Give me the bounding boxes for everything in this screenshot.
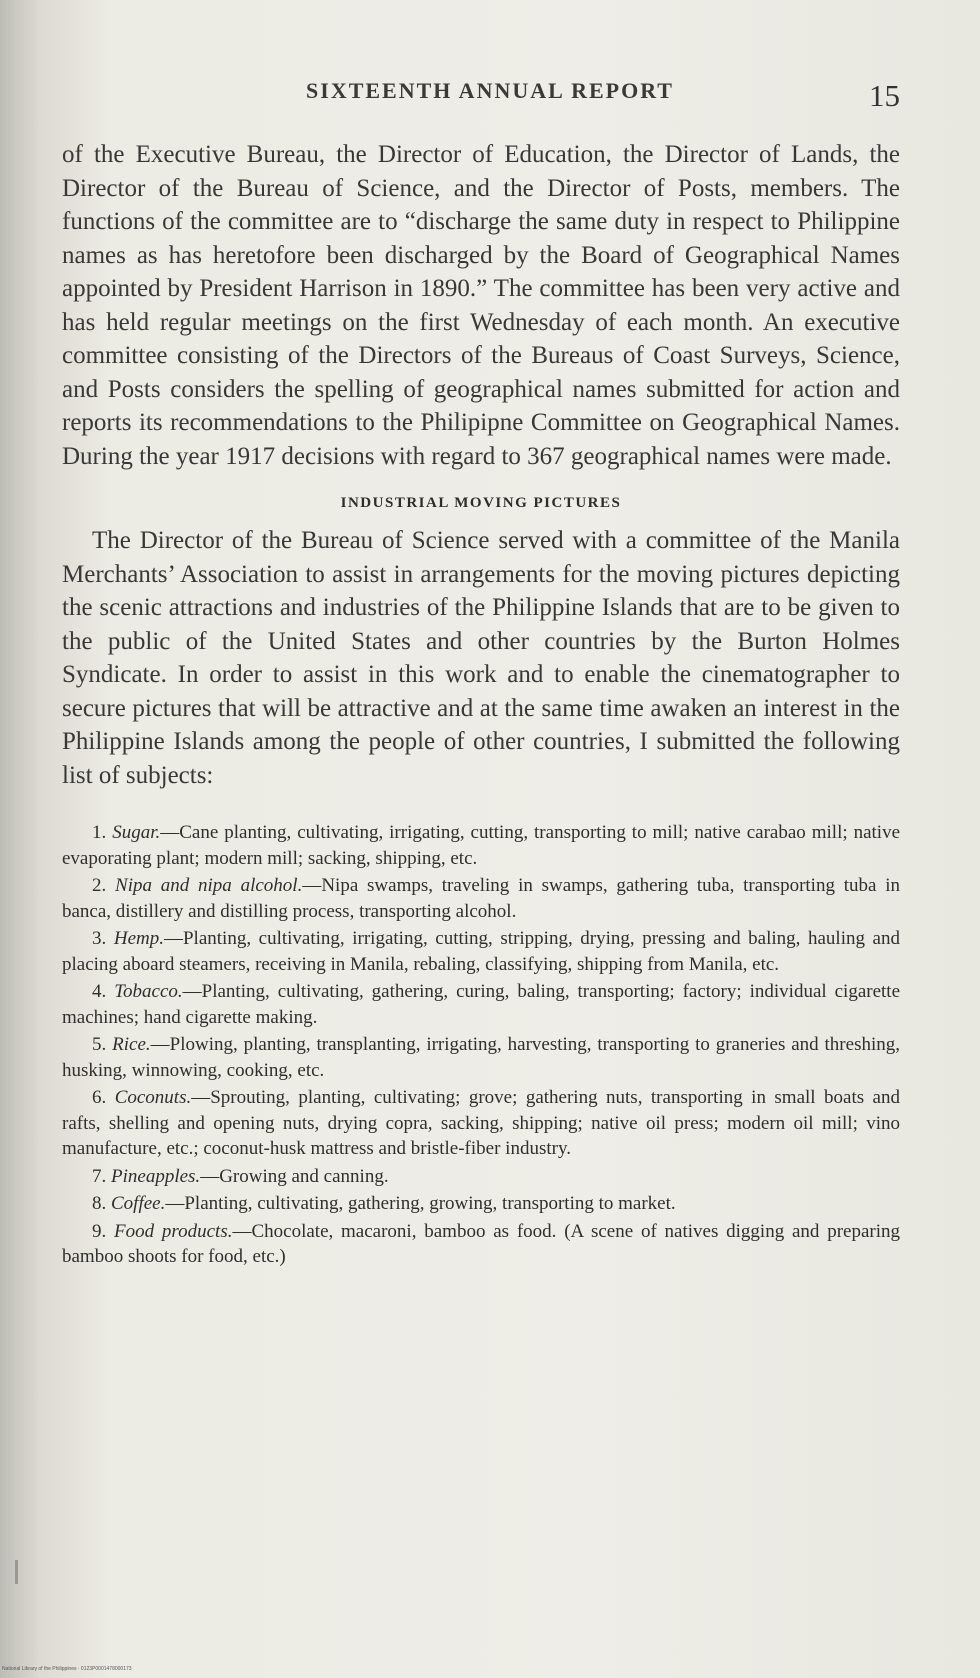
item-title: Food products. bbox=[114, 1220, 233, 1242]
item-number: 8. bbox=[92, 1193, 107, 1214]
page-number: 15 bbox=[869, 78, 900, 113]
item-text: —Nipa swamps, traveling in swamps, gathering tuba, transporting tuba in banca, distillery and distilling process, transporting alcohol. bbox=[62, 875, 900, 922]
section-heading: INDUSTRIAL MOVING PICTURES bbox=[340, 495, 622, 511]
list-item bbox=[62, 979, 900, 1030]
running-head: SIXTEENTH ANNUAL REPORT bbox=[306, 78, 674, 103]
scan-footer-mark: National Library of the Philippines · 0123P0001478000173 bbox=[2, 1666, 132, 1672]
item-number: 9. bbox=[92, 1220, 107, 1242]
item-text: —Sprouting, planting, cultivating; grove; gathering nuts, transporting in small boats and rafts, shelling and opening nuts, drying copra, sacking, shipping; native oil press; modern oil mill; vino manufacture, etc.; coconut-husk mattress and bristle-fiber industry. bbox=[62, 1087, 900, 1159]
item-text: —Chocolate, macaroni, bamboo as food. (A scene of natives digging and preparing bamboo shoots for food, etc.) bbox=[62, 1220, 900, 1267]
item-number: 5. bbox=[92, 1034, 107, 1055]
item-number: 4. bbox=[92, 981, 107, 1002]
item-text: —Planting, cultivating, gathering, growing, transporting to market. bbox=[165, 1193, 676, 1214]
item-text: —Planting, cultivating, irrigating, cutting, stripping, drying, pressing and baling, hauling and placing aboard steamers, receiving in Manila, rebaling, classifying, shipping from Manila, etc. bbox=[62, 928, 900, 975]
list-item bbox=[62, 1191, 900, 1217]
item-text: —Growing and canning. bbox=[200, 1165, 389, 1187]
item-number: 6. bbox=[92, 1087, 107, 1108]
item-title: Nipa and nipa alcohol. bbox=[115, 875, 303, 896]
item-title: Sugar. bbox=[112, 822, 161, 843]
item-text: —Cane planting, cultivating, irrigating, cutting, transporting to mill; native carabao mill; native evaporating plant; modern mill; sacking, shipping, etc. bbox=[62, 822, 900, 869]
item-number: 3. bbox=[92, 928, 107, 949]
item-text: —Plowing, planting, transplanting, irrigating, harvesting, transporting to graneries and threshing, husking, winnowing, cooking, etc. bbox=[62, 1034, 900, 1081]
list-item bbox=[62, 1164, 900, 1190]
scan-blemish bbox=[15, 1560, 18, 1584]
list-item bbox=[62, 1032, 900, 1083]
paragraph-moving-pictures: The Director of the Bureau of Science served with a committee of the Manila Merchants’ Association to assist in arrangements for the moving pictures depicting the scenic attractions and industries of the Philippine Islands that are to be given to the public of the United States and other countries by the Burton Holmes Syndicate. In order to assist in this work and to enable the cinematographer to secure pictures that will be attractive and at the same time awaken an interest in the Philippine Islands among the people of other countries, I submitted the following list of subjects: bbox=[62, 527, 900, 789]
paragraph-committee: of the Executive Bureau, the Director of Education, the Director of Lands, the Director of the Bureau of Science, and the Director of Posts, members. The functions of the committee are to “discharge the same duty in respect to Philippine names as has heretofore been discharged by the Board of Geographical Names appointed by President Harrison in 1890.” The committee has been very active and has held regular meetings on the first Wednesday of each month. An executive committee consisting of the Directors of the Bureaus of Coast Surveys, Science, and Posts considers the spelling of geographical names submitted for action and reports its recommendations to the Philipipne Committee on Geographical Names. During the year 1917 decisions with regard to 367 geographical names were made. bbox=[62, 141, 900, 470]
item-title: Pineapples. bbox=[111, 1165, 201, 1187]
item-title: Tobacco. bbox=[114, 981, 183, 1002]
item-title: Hemp. bbox=[113, 928, 164, 949]
list-item bbox=[62, 1219, 900, 1270]
item-title: Coffee. bbox=[111, 1193, 166, 1214]
item-text: —Planting, cultivating, gathering, curing, baling, transporting; factory; individual cigarette machines; hand cigarette making. bbox=[62, 981, 901, 1028]
item-number: 1. bbox=[92, 822, 107, 843]
item-number: 7. bbox=[92, 1165, 107, 1187]
subjects-list bbox=[62, 820, 900, 1270]
list-item bbox=[62, 873, 900, 924]
item-title: Coconuts. bbox=[114, 1087, 192, 1108]
page-body bbox=[62, 138, 900, 1272]
item-number: 2. bbox=[92, 875, 107, 896]
list-item bbox=[62, 820, 900, 871]
list-item bbox=[62, 1085, 900, 1162]
list-item bbox=[62, 926, 900, 977]
item-title: Rice. bbox=[112, 1034, 151, 1055]
